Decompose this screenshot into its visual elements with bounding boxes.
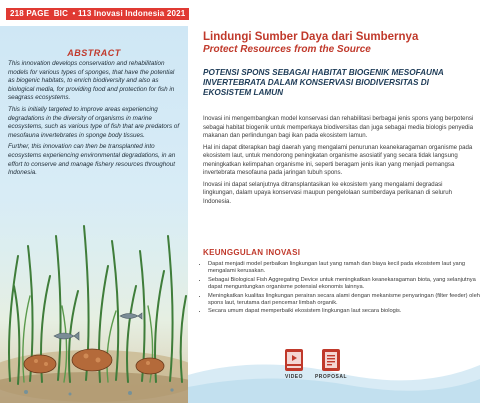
body-text: [203, 115, 475, 209]
proposal-link[interactable]: [313, 349, 349, 380]
abstract-paragraph: Further, this innovation can then be transplanted into ecosystems experiencing environmental degradations, in an effort to conserve and manage fishery resources throughout Indonesia.: [8, 143, 176, 177]
abstract-title: ABSTRACT: [67, 48, 121, 58]
seagrass-sponge-illustration: [0, 196, 188, 403]
abstract-paragraph: This is initially targeted to improve areas experiencing degradations in the diversity of organisms in marine ecosystems, such as various type of fish that are predators of mesofauna invertebrates in sponge body tissues.: [8, 105, 180, 139]
page-number: 218 PAGE: [10, 9, 50, 18]
video-label: VIDEO: [284, 374, 304, 380]
page-header: [0, 0, 480, 26]
proposal-label: PROPOSAL: [314, 374, 348, 380]
list-item: • Sebagai Biological Fish Aggregating Device untuk meningkatkan keanekaragaman biota, yang selanjutnya dapat menguntungkan organisme potensial ekonomis lainnya.: [208, 277, 480, 292]
publisher: BIC: [53, 9, 69, 18]
abstract-paragraph: This innovation develops conservation and rehabilitation models for various types of sponges, that have the potential as biogenic habitats, to enrich biodiversity and also as biological media, for providing food and protection for fish in seagrass ecosystems.: [8, 60, 175, 102]
innovation-title: POTENSI SPONS SEBAGAI HABITAT BIOGENIK MESOFAUNA INVERTEBRATA DALAM KONSERVASI BIODIVERSITAS DI EKOSISTEM LAMUN: [203, 68, 444, 97]
page-subtitle: Protect Resources from the Source: [203, 44, 371, 55]
abstract-panel: [0, 26, 188, 403]
keunggulan-list: [198, 261, 480, 317]
list-item: • Meningkatkan kualitas lingkungan perairan secara alami dengan mekanisme penyaringan (filter feeder) oleh spons laut, terutama dari pencemar limbah organik.: [208, 293, 480, 308]
abstract-text: [8, 60, 182, 181]
video-icon: [285, 349, 303, 371]
list-item: • Secara umum dapat memperbaiki ekosistem lingkungan laut secara biologis.: [208, 308, 480, 315]
separator-dot: •: [72, 9, 76, 18]
keunggulan-title: KEUNGGULAN INOVASI: [203, 248, 301, 257]
list-item: • Dapat menjadi model perbaikan lingkungan laut yang ramah dan biaya kecil pada ekosistem laut yang mengalami kerusakan.: [208, 261, 480, 276]
body-paragraph: Hal ini dapat diterapkan bagi daerah yang mengalami penurunan keanekaragaman organisme pada ekosistem laut, untuk mendorong peningkatan organisme asosiatif yang secara tidak langsung meningkatkan kelimpahan organisme ini, seperti beragam jenis ikan yang menjadi pemangsa invertebrata mesofauna pada jaringan tubuh spons.: [203, 143, 473, 176]
page-title: Lindungi Sumber Daya dari Sumbernya: [203, 31, 419, 43]
document-icon: [322, 349, 340, 371]
body-paragraph: Inovasi ini dapat selanjutnya ditransplantasikan ke ekosistem yang mengalami degradasi lingkungan, dalam upaya konservasi maupun pengelolaan sumberdaya perikanan di seluruh Indonesia.: [203, 180, 452, 205]
video-link[interactable]: [276, 349, 312, 380]
page-badge: [6, 8, 189, 20]
body-paragraph: Inovasi ini mengembangkan model konservasi dan rehabilitasi berbagai jenis spons yang berpotensi sebagai habitat biogenik untuk memperkaya biodiversitas dan juga sebagai media biologis penyedia makanan dan perlindungan bagi ikan pada ekosistem lamun.: [203, 115, 474, 139]
edition-label: 113 Inovasi Indonesia 2021: [77, 9, 186, 18]
